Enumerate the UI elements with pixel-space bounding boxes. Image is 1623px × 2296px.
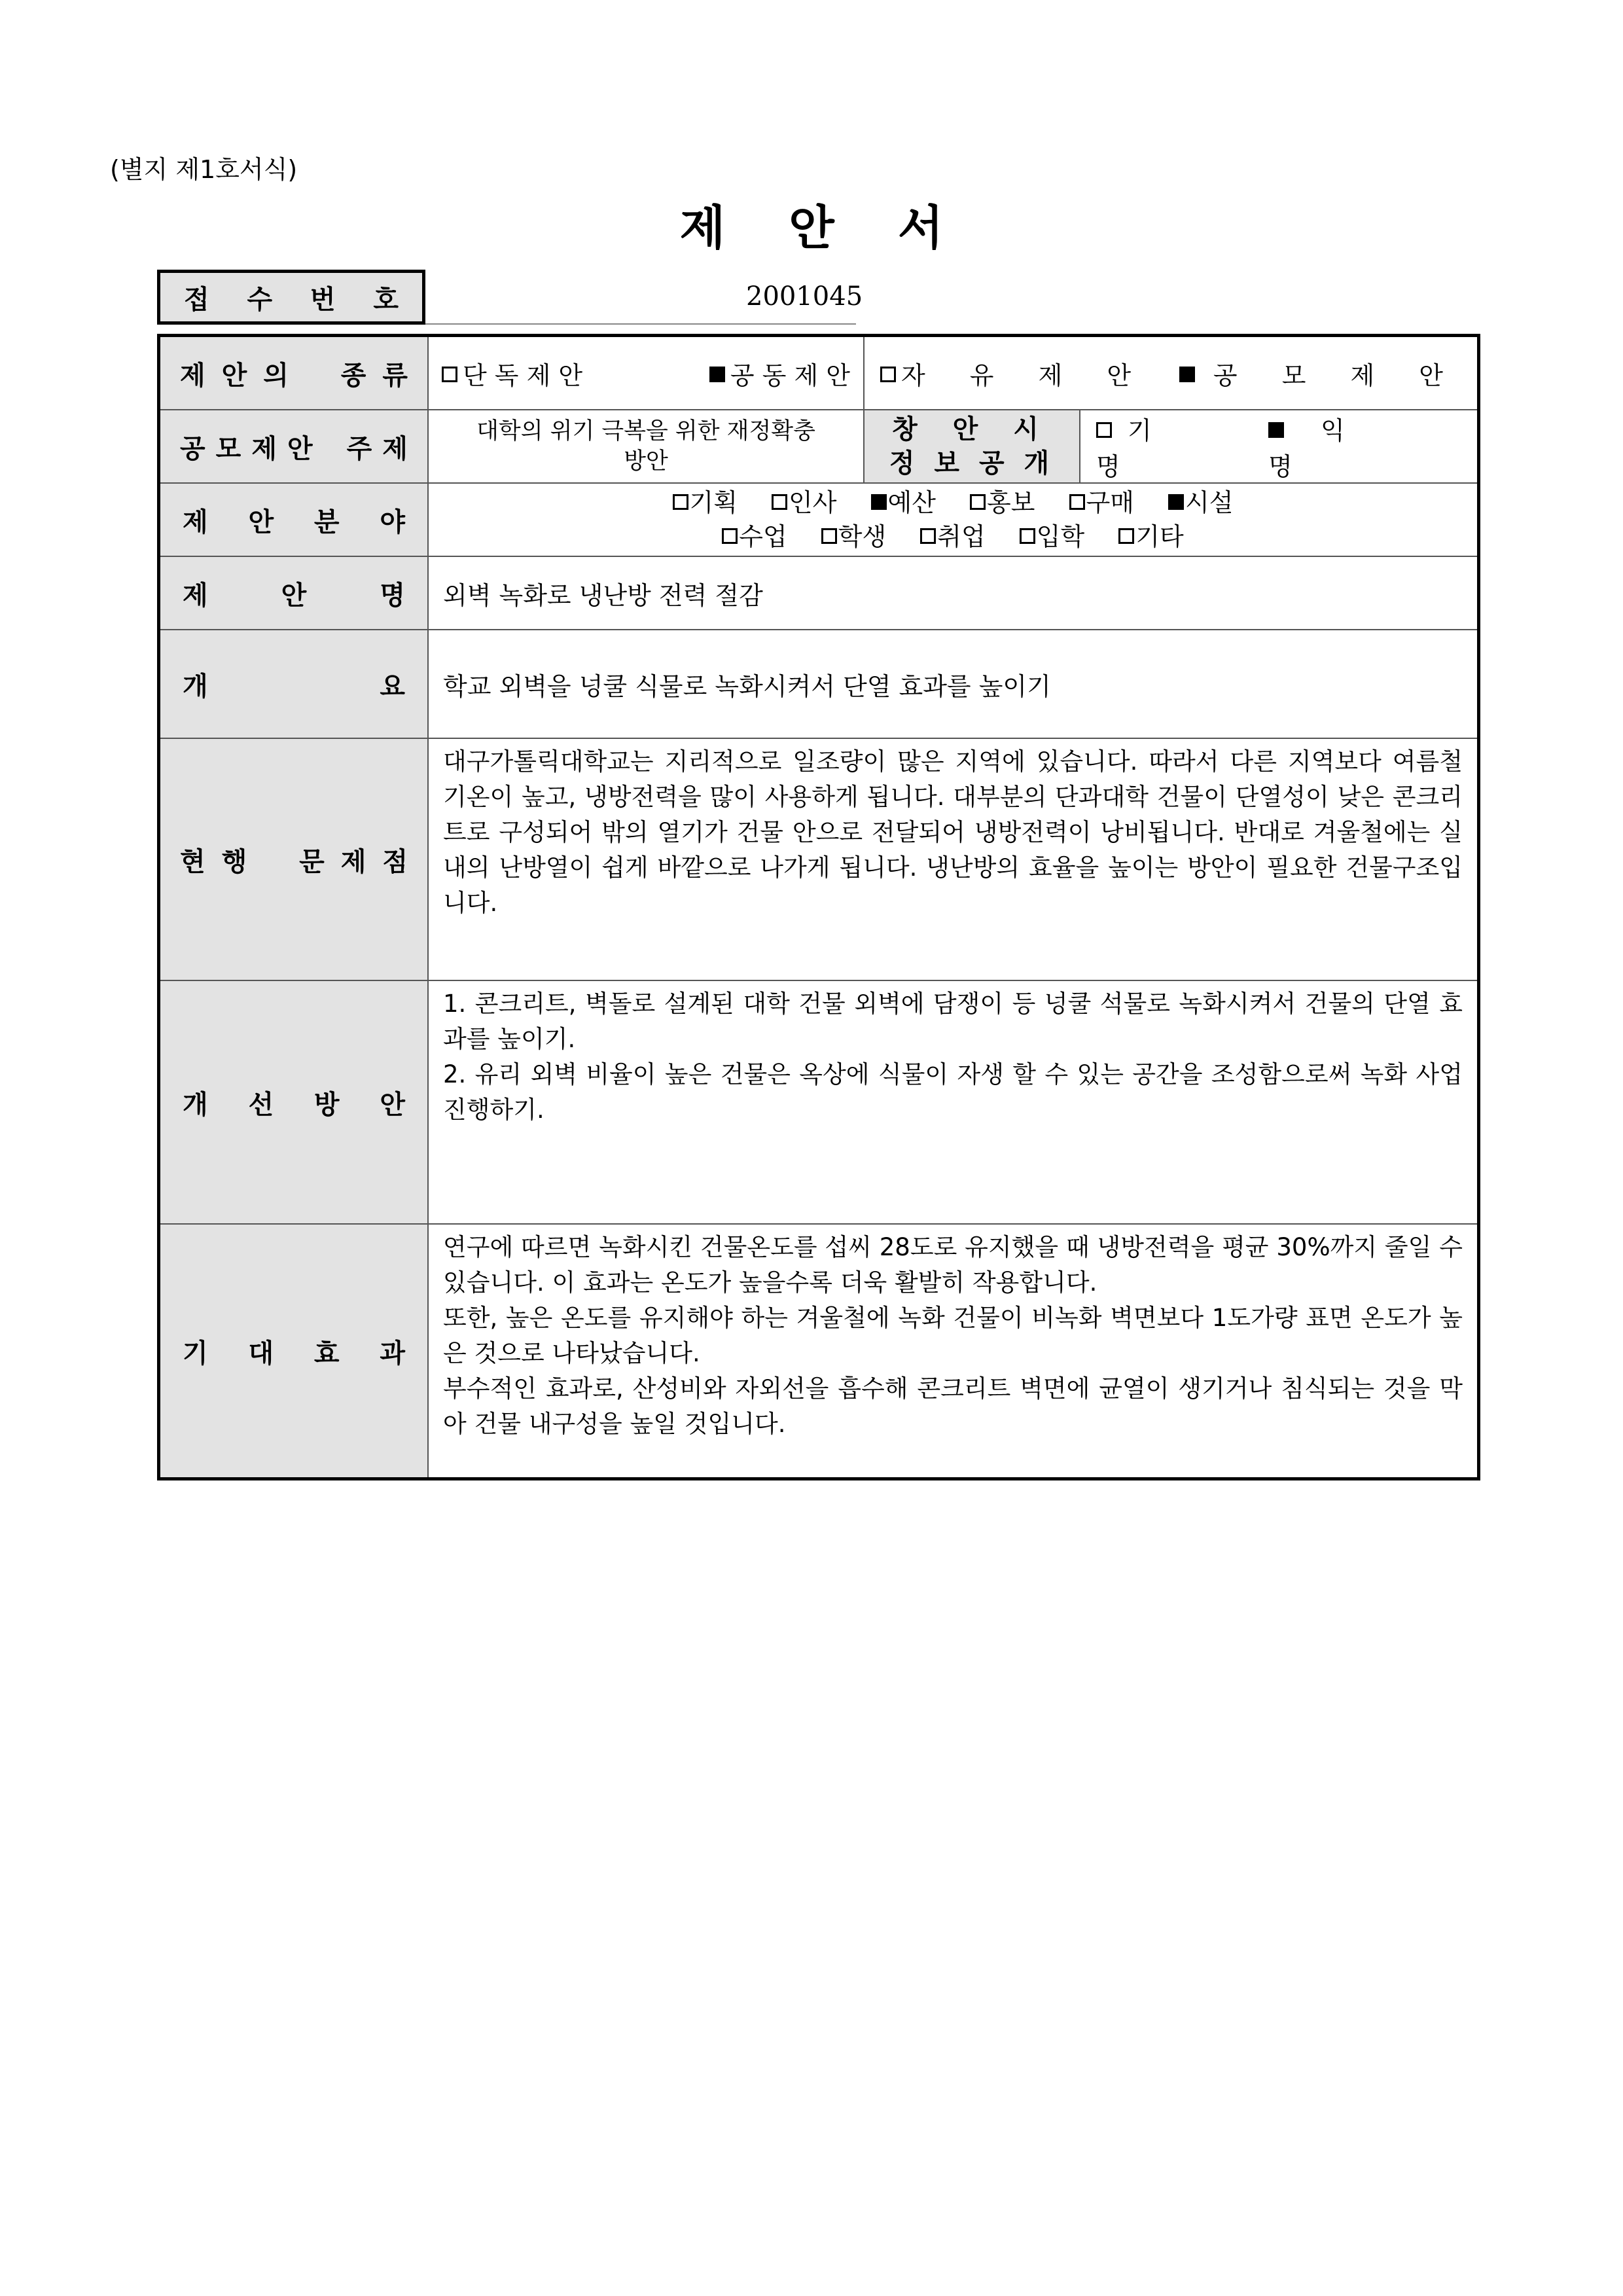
label-char: 개 [183,671,208,702]
topic-line: 대학의 위기 극복을 위한 재정확충 [476,418,815,444]
label-char: 제 [183,507,208,537]
field-options-line-1 [673,486,1234,520]
label-char: 분 [313,507,340,537]
label-char: 공 [180,433,205,464]
field-options-line-2 [722,520,1183,554]
checkbox-checked-icon [1179,367,1195,382]
expected-effect-label [160,1225,429,1477]
checkbox-icon [880,367,896,382]
label-char: 기 [183,1338,208,1369]
checkbox-icon [772,494,787,510]
label-char: 제 [251,433,277,464]
option-budget[interactable]: 예산 [871,488,936,517]
summary-value[interactable] [429,630,1477,738]
receipt-label-char: 접 [184,284,209,315]
label-char: 점 [382,846,408,877]
label-char: 제 [382,433,408,464]
label-char: 안 [281,580,307,611]
option-admission[interactable]: 입학 [1020,522,1084,551]
label-char: 개 [183,1089,208,1120]
receipt-label [157,270,425,325]
checkbox-icon [1118,528,1134,544]
option-named[interactable]: 기 명 [1096,416,1181,481]
proposal-name-text: 외벽 녹화로 냉난방 전력 절감 [443,581,763,610]
option-planning[interactable]: 기획 [673,488,738,517]
disclosure-label-line: 창 안 시 [892,414,1052,444]
proposal-type-row [160,337,1477,410]
expected-effect-row [160,1225,1477,1477]
option-hr[interactable]: 인사 [772,488,836,517]
option-single[interactable]: 단 독 제 안 [442,355,582,391]
proposal-field-label [160,484,429,556]
effect-paragraph: 연구에 따르면 녹화시킨 건물온도를 섭씨 28도로 유지했을 때 냉방전력을 평균 30%까지 줄일 수 있습니다. 이 효과는 온도가 높을수록 더욱 활발히 작용합니다. [443,1233,1463,1297]
label-char: 제 [183,580,208,611]
document-title: 제 안 서 [679,200,967,255]
label-char: 효 [313,1338,340,1369]
option-class[interactable]: 수업 [722,522,787,551]
checkbox-icon [821,528,837,544]
label-char: 의 [263,360,289,391]
current-problem-row [160,739,1477,981]
label-char: 안 [221,360,247,391]
label-char: 선 [248,1089,274,1120]
option-purchase[interactable]: 구매 [1069,488,1134,517]
proposal-name-row [160,557,1477,630]
checkbox-checked-icon [1168,494,1184,510]
summary-label [160,630,429,738]
label-char: 종 [340,360,366,391]
type-options-group-2 [865,337,1477,409]
label-char: 안 [248,507,274,537]
label-char: 현 [180,846,205,877]
expected-effect-text[interactable] [429,1225,1477,1477]
label-char: 제 [340,846,366,877]
proposal-table [157,334,1480,1480]
checkbox-checked-icon [1268,422,1284,438]
option-student[interactable]: 학생 [821,522,886,551]
contest-topic-label [160,410,429,482]
label-char: 과 [380,1338,405,1369]
label-char: 행 [221,846,247,877]
label-char: 류 [382,360,408,391]
proposal-field-row [160,484,1477,557]
contest-topic-row [160,410,1477,484]
receipt-label-char: 번 [310,284,336,315]
improvement-label [160,981,429,1223]
label-char: 안 [380,1089,405,1120]
label-char: 주 [346,433,372,464]
contest-topic-value[interactable] [429,410,865,482]
checkbox-checked-icon [709,367,725,382]
checkbox-icon [1096,422,1112,438]
receipt-row [157,270,863,325]
checkbox-icon [920,528,936,544]
checkbox-checked-icon [871,494,887,510]
label-char: 방 [313,1089,340,1120]
receipt-number: 2001045 [746,281,863,312]
label-char: 문 [299,846,325,877]
effect-paragraph: 부수적인 효과로, 산성비와 자외선을 흡수해 콘크리트 벽면에 균열이 생기거나 침식되는 것을 막아 건물 내구성을 높일 것입니다. [443,1374,1463,1438]
type-options-group-1 [429,337,865,409]
option-anonymous[interactable]: 익 명 [1268,416,1374,481]
checkbox-icon [442,367,457,382]
checkbox-icon [970,494,986,510]
improvement-item: 1. 콘크리트, 벽돌로 설계된 대학 건물 외벽에 담쟁이 등 넝쿨 석물로 녹화시켜서 건물의 단열 효과를 높이기. [443,990,1463,1053]
checkbox-icon [1020,528,1035,544]
effect-paragraph: 또한, 높은 온도를 유지해야 하는 겨울철에 녹화 건물이 비녹화 벽면보다 1도가량 표면 온도가 높은 것으로 나타났습니다. [443,1304,1463,1367]
label-char: 모 [215,433,241,464]
topic-line: 방안 [624,448,668,475]
proposal-type-label [160,337,429,409]
option-joint[interactable]: 공 동 제 안 [709,355,850,391]
label-char: 대 [248,1338,274,1369]
option-pr[interactable]: 홍보 [970,488,1035,517]
label-char: 요 [380,671,405,702]
disclosure-label [865,410,1080,482]
current-problem-label [160,739,429,980]
receipt-label-char: 수 [247,284,273,315]
summary-row [160,630,1477,739]
proposal-name-value[interactable] [429,557,1477,629]
summary-text: 학교 외벽을 넝쿨 식물로 녹화시켜서 단열 효과를 높이기 [443,672,1051,701]
receipt-label-char: 호 [373,284,399,315]
option-free[interactable]: 자 유 제 안 [880,355,1149,391]
label-char: 제 [180,360,205,391]
improvement-text[interactable] [429,981,1477,1223]
checkbox-icon [673,494,688,510]
label-char: 야 [380,507,405,537]
checkbox-icon [1069,494,1085,510]
disclosure-label-line: 정 보 공 개 [889,448,1055,478]
label-char: 안 [287,433,313,464]
disclosure-options [1080,410,1477,482]
proposal-name-label [160,557,429,629]
label-char: 명 [380,580,405,611]
option-employment[interactable]: 취업 [920,522,985,551]
option-facility[interactable]: 시설 [1168,488,1233,517]
option-contest[interactable]: 공 모 제 안 [1179,355,1461,391]
receipt-number-field[interactable] [425,270,863,325]
improvement-item: 2. 유리 외벽 비율이 높은 건물은 옥상에 식물이 자생 할 수 있는 공간을 조성함으로써 녹화 사업 진행하기. [443,1060,1463,1124]
checkbox-icon [722,528,738,544]
improvement-row [160,981,1477,1225]
form-code: (별지 제1호서식) [110,155,298,184]
proposal-field-options [429,484,1477,556]
current-problem-text[interactable]: 대구가톨릭대학교는 지리적으로 일조량이 많은 지역에 있습니다. 따라서 다른 지역보다 여름철 기온이 높고, 냉방전력을 많이 사용하게 됩니다. 대부분의 단과대학 건물이 단열성이 낮은 콘크리트로 구성되어 밖의 열기가 건물 안으로 전달되어 냉방전력이 낭비됩니다. 반대로 겨울철에는 실내의 난방열이 쉽게 바깥으로 나가게 됩니다. 냉난방의 효율을 높이는 방안이 필요한 건물구조입니다. [443,747,1463,917]
option-other[interactable]: 기타 [1118,522,1183,551]
